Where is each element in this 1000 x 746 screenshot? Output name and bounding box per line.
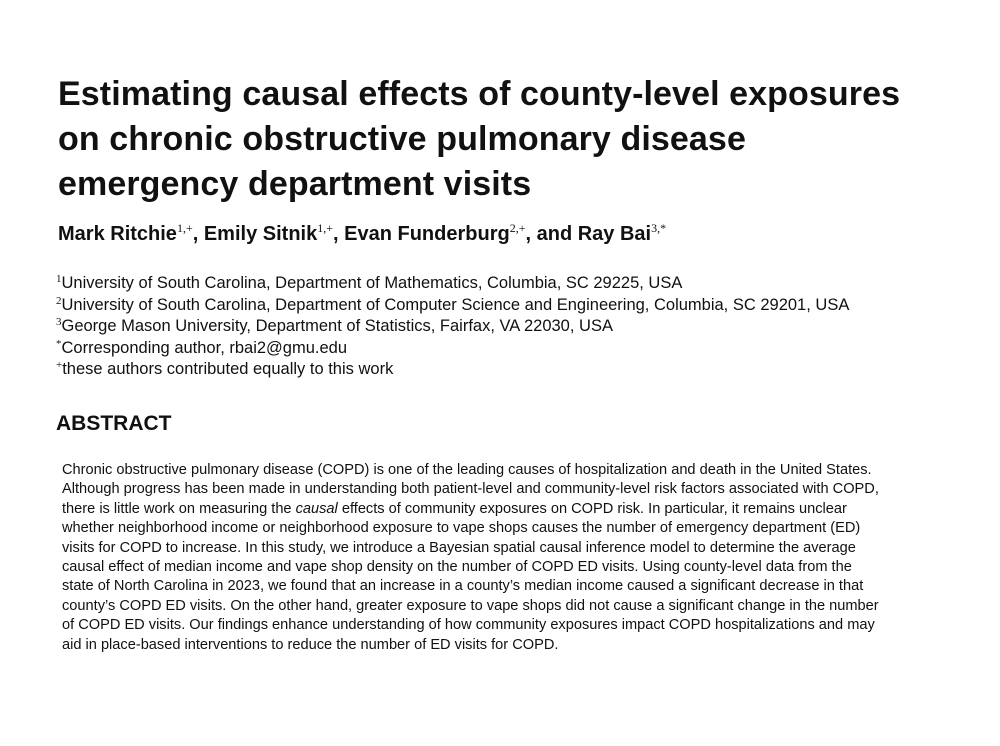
affiliation-list — [56, 273, 849, 381]
author-name: Emily Sitnik — [203, 223, 318, 245]
author-affiliation-mark: 2,+ — [509, 221, 526, 235]
abstract-line — [62, 500, 962, 519]
affiliation-text: Corresponding author, rbai2@gmu.edu — [61, 338, 348, 357]
affiliation-mark: 2 — [56, 294, 62, 307]
affiliation-item — [56, 338, 849, 360]
affiliation-item — [56, 359, 849, 381]
author-affiliation-mark: 1,+ — [176, 221, 193, 235]
affiliation-text: these authors contributed equally to this work — [62, 360, 394, 378]
author-name: Mark Ritchie — [58, 223, 177, 245]
author-name: Ray Bai — [577, 223, 652, 245]
abstract-text: there is little work on measuring the — [62, 500, 296, 517]
affiliation-mark: + — [56, 359, 63, 371]
title-line: on chronic obstructive pulmonary disease — [58, 120, 746, 158]
abstract-line: visits for COPD to increase. In this study, we introduce a Bayesian spatial causal inference model to determine the average — [62, 539, 856, 556]
affiliation-text: University of South Carolina, Department of Computer Science and Engineering, Columbia, SC 29201, USA — [61, 295, 850, 314]
affiliation-item — [56, 316, 849, 338]
affiliation-item — [56, 273, 849, 295]
abstract-line: county’s COPD ED visits. On the other hand, greater exposure to vape shops did not cause a significant change in the number — [62, 597, 879, 614]
paper-title — [58, 72, 958, 207]
affiliation-text: University of South Carolina, Department of Mathematics, Columbia, SC 29225, USA — [61, 274, 683, 292]
abstract-line: whether neighborhood income or neighborhood exposure to vape shops causes the number of emergency department (ED) — [62, 520, 861, 537]
author-separator: , — [333, 223, 345, 245]
abstract-line: aid in place-based interventions to reduce the number of ED visits for COPD. — [62, 636, 559, 653]
abstract-line: Although progress has been made in understanding both patient-level and community-level risk factors associated with COPD, — [62, 481, 879, 498]
abstract-line: state of North Carolina in 2023, we found that an increase in a county’s median income caused a significant decrease in that — [62, 578, 864, 595]
affiliation-mark: 3 — [56, 316, 62, 328]
author-separator: , — [192, 223, 204, 245]
title-line: emergency department visits — [58, 165, 532, 203]
abstract-line: of COPD ED visits. Our findings enhance understanding of how community exposures impact COPD hospitalizations and may — [62, 617, 875, 634]
abstract-heading: ABSTRACT — [56, 412, 172, 435]
abstract-line: Chronic obstructive pulmonary disease (COPD) is one of the leading causes of hospitalization and death in the United States. — [62, 462, 872, 478]
abstract-text: effects of community exposures on COPD risk. In particular, it remains unclear — [337, 500, 847, 517]
affiliation-text: George Mason University, Department of Statistics, Fairfax, VA 22030, USA — [61, 317, 613, 335]
affiliation-item — [56, 295, 849, 317]
affiliation-mark: 1 — [56, 273, 62, 285]
author-list — [58, 221, 666, 247]
author-separator: , and — [525, 223, 578, 245]
abstract-line: causal effect of median income and vape shop density on the number of COPD ED visits. Using county-level data from the — [62, 559, 852, 576]
author-name: Evan Funderburg — [344, 223, 510, 245]
emphasis-causal: causal — [295, 500, 338, 517]
affiliation-mark: * — [56, 337, 62, 350]
author-affiliation-mark: 1,+ — [317, 221, 333, 235]
author-affiliation-mark: 3,* — [651, 221, 667, 235]
abstract-body — [62, 461, 962, 655]
title-line: Estimating causal effects of county-level exposures — [58, 75, 901, 113]
